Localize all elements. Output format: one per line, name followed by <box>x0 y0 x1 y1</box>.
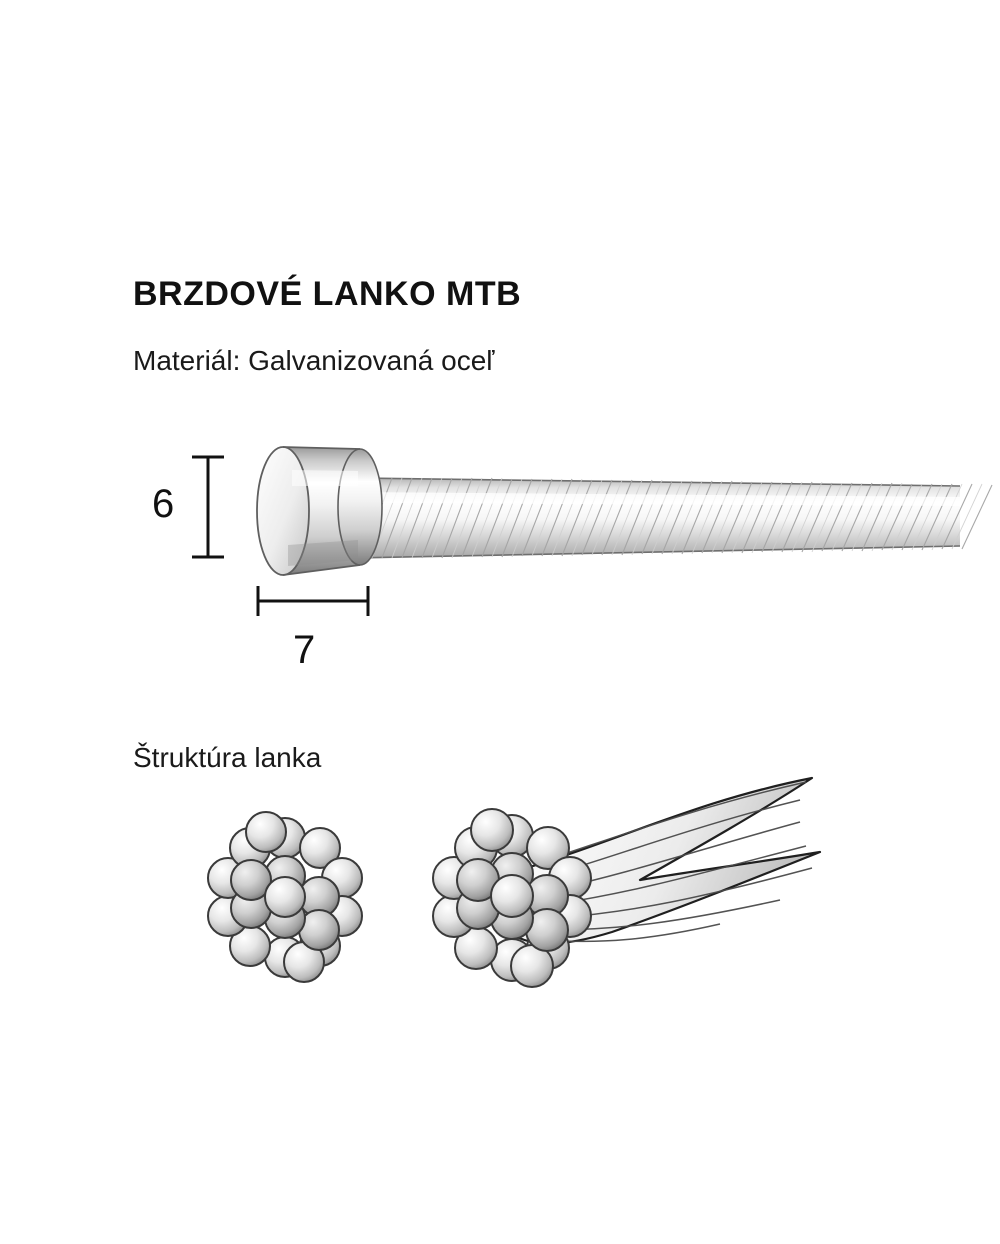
dimension-width <box>258 586 368 616</box>
cable-strand-bundle <box>433 778 820 987</box>
dimension-height-label: 6 <box>152 482 175 526</box>
braided-cable <box>355 478 992 558</box>
cable-cross-section <box>208 812 362 982</box>
dimension-height <box>192 457 224 557</box>
dimension-width-label: 7 <box>293 628 316 672</box>
structure-section-label: Štruktúra lanka <box>133 742 322 773</box>
page-title: BRZDOVÉ LANKO MTB <box>133 275 522 313</box>
material-line: Materiál: Galvanizovaná oceľ <box>133 345 495 376</box>
nipple-cylinder <box>257 447 382 575</box>
